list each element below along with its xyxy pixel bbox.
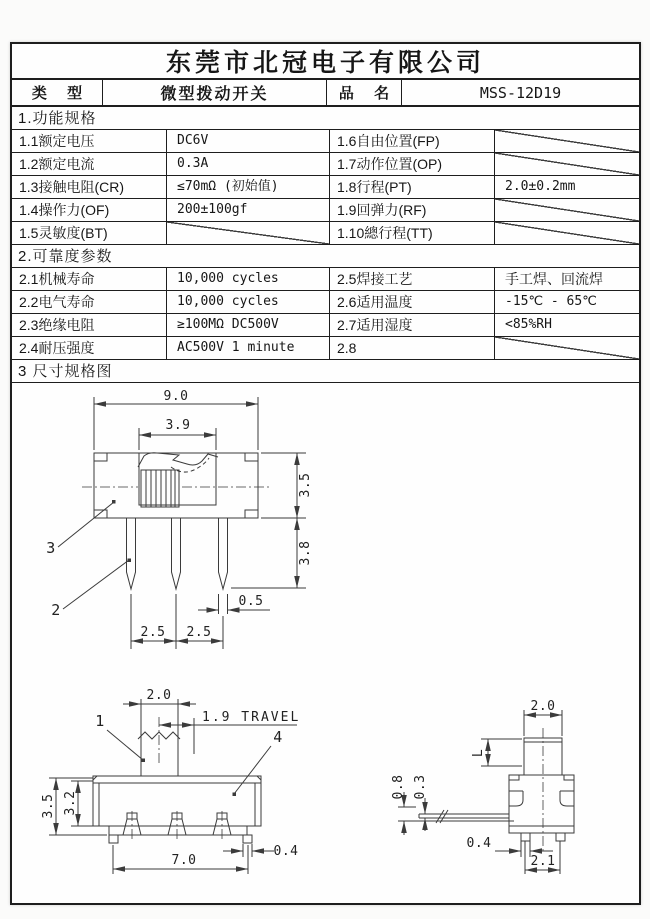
spec-value: ≥100MΩ DC500V <box>167 314 330 336</box>
dim-front-pin-width: 0.5 <box>238 594 264 609</box>
dim-front-width: 9.0 <box>163 389 189 404</box>
type-name-row <box>12 80 639 107</box>
table-row <box>12 337 639 360</box>
dim-front-body-height: 3.5 <box>298 472 313 498</box>
dim-front-pin-length: 3.8 <box>298 540 313 566</box>
spec-label: 2.3绝缘电阻 <box>12 314 167 336</box>
callout-3: 3 <box>46 539 56 557</box>
dim-side-knob-width: 2.0 <box>146 688 172 703</box>
spec-label: 2.5焊接工艺 <box>330 268 495 290</box>
spec-value: DC6V <box>167 130 330 152</box>
empty-cell-diagonal <box>167 222 330 244</box>
spec-label: 1.5灵敏度(BT) <box>12 222 167 244</box>
spec-value: -15℃ - 65℃ <box>505 294 597 309</box>
section-1-header: 1.功能规格 <box>12 107 639 130</box>
spec-label: 1.3接触电阻(CR) <box>12 176 167 198</box>
spec-label: 1.1额定电压 <box>12 130 167 152</box>
table-row <box>12 268 639 291</box>
empty-cell-diagonal <box>495 222 639 244</box>
spec-label: 1.6自由位置(FP) <box>330 130 495 152</box>
section-3-header: 3 尺寸规格图 <box>12 360 639 383</box>
dim-front-pitch: 2.5 <box>186 625 212 640</box>
dim-end-lead-height: 0.8 <box>391 774 406 800</box>
spec-label: 1.4操作力(OF) <box>12 199 167 221</box>
table-row <box>12 176 639 199</box>
dim-side-body-height: 3.2 <box>63 790 78 816</box>
company-title: 东莞市北冠电子有限公司 <box>12 44 639 80</box>
spec-value: AC500V 1 minute <box>167 337 330 359</box>
dim-side-travel: 1.9 TRAVEL <box>202 710 301 725</box>
spec-value: 0.3A <box>167 153 330 175</box>
dim-end-pin-pitch: 2.1 <box>530 854 556 869</box>
spec-label: 2.8 <box>330 337 495 359</box>
callout-2: 2 <box>51 601 61 619</box>
spec-value: 10,000 cycles <box>167 291 330 313</box>
spec-label: 2.6适用温度 <box>330 291 495 313</box>
spec-label: 1.9回弹力(RF) <box>330 199 495 221</box>
type-label: 类 型 <box>12 80 103 105</box>
spec-label: 1.8行程(PT) <box>330 176 495 198</box>
dim-end-knob-width: 2.0 <box>530 699 556 714</box>
spec-value: 手工焊、回流焊 <box>505 271 603 287</box>
empty-cell-diagonal <box>495 130 639 152</box>
empty-cell-diagonal <box>495 199 639 221</box>
dimension-drawing <box>12 383 639 903</box>
spec-value: 200±100gf <box>167 199 330 221</box>
dim-end-lead-thickness: 0.3 <box>413 774 428 800</box>
dim-end-knob-height: L <box>471 748 486 758</box>
table-row <box>12 130 639 153</box>
spec-value: 2.0±0.2mm <box>505 179 576 194</box>
dim-front-pitch: 2.5 <box>140 625 166 640</box>
table-row <box>12 291 639 314</box>
dim-end-pin-width: 0.4 <box>466 836 492 851</box>
front-view <box>46 389 313 649</box>
table-row <box>12 222 639 245</box>
spec-label: 2.2电气寿命 <box>12 291 167 313</box>
dim-side-total-height: 3.5 <box>41 793 56 819</box>
dim-side-pin-width: 0.4 <box>273 844 299 859</box>
spec-value: <85%RH <box>505 317 552 332</box>
dimension-drawing-svg <box>12 383 639 887</box>
spec-label: 2.7适用湿度 <box>330 314 495 336</box>
side-view <box>41 688 300 874</box>
table-row <box>12 199 639 222</box>
spec-label: 1.10總行程(TT) <box>330 222 495 244</box>
dim-front-slider-width: 3.9 <box>165 418 191 433</box>
table-row <box>12 314 639 337</box>
spec-label: 2.1机械寿命 <box>12 268 167 290</box>
empty-cell-diagonal <box>495 153 639 175</box>
end-view <box>391 699 574 874</box>
spec-label: 1.2额定电流 <box>12 153 167 175</box>
section-2-header: 2.可靠度参数 <box>12 245 639 268</box>
type-value: 微型拨动开关 <box>103 80 327 105</box>
spec-value: 10,000 cycles <box>167 268 330 290</box>
empty-cell-diagonal <box>495 337 639 359</box>
callout-1: 1 <box>95 712 105 730</box>
spec-label: 1.7动作位置(OP) <box>330 153 495 175</box>
dim-side-base-width: 7.0 <box>171 853 197 868</box>
table-row <box>12 153 639 176</box>
spec-value: ≤70mΩ (初始值) <box>167 176 330 198</box>
product-name-label: 品 名 <box>327 80 402 105</box>
spec-label: 2.4耐压强度 <box>12 337 167 359</box>
spec-sheet <box>10 42 641 905</box>
product-name-value: MSS-12D19 <box>479 83 562 102</box>
callout-4: 4 <box>273 728 283 746</box>
